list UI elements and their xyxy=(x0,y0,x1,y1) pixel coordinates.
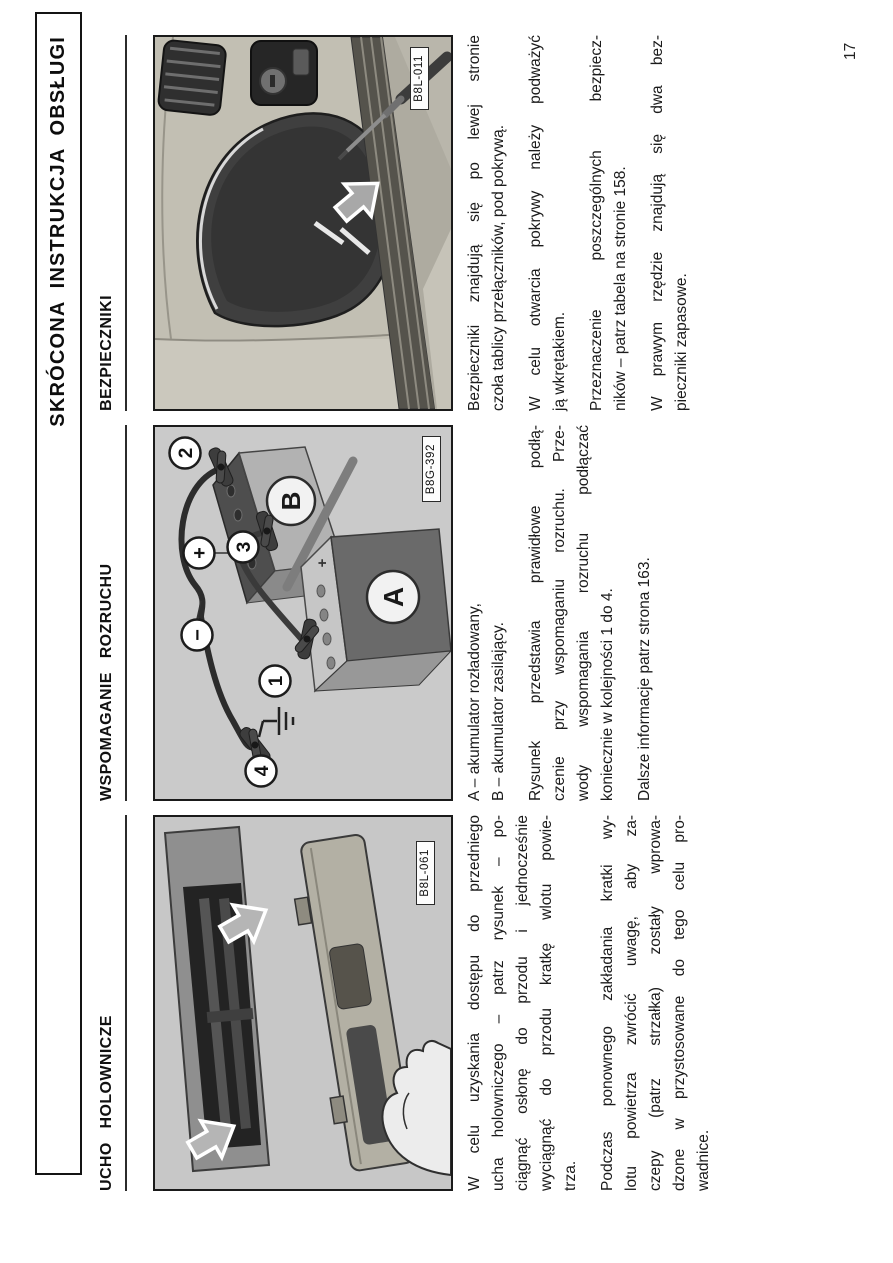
paragraph xyxy=(646,35,694,411)
text-line: trza. xyxy=(562,1160,579,1191)
paragraph xyxy=(585,35,633,411)
paragraph xyxy=(524,35,572,411)
svg-text:3: 3 xyxy=(234,541,255,553)
section-body-text xyxy=(463,35,694,411)
text-line: Podczas ponownego zakładania kratki wy- xyxy=(599,815,616,1191)
fuse-cover-illustration xyxy=(155,37,451,409)
callout-2 xyxy=(170,438,201,469)
section-bezpieczniki xyxy=(97,35,694,411)
section-header: WSPOMAGANIE ROZRUCHU xyxy=(98,563,115,801)
text-line: wyciągnąć do przodu kratkę wlotu powie- xyxy=(538,815,555,1191)
text-line: W celu otwarcia pokrywy należy podważyć xyxy=(527,35,544,411)
svg-text:2: 2 xyxy=(176,447,197,459)
callout-3 xyxy=(228,532,259,563)
callout-1 xyxy=(260,666,291,697)
figure-code-label: B8L-011 xyxy=(410,47,429,110)
section-header: UCHO HOLOWNICZE xyxy=(98,1015,115,1191)
battery-a-label: A xyxy=(378,586,409,608)
paragraph xyxy=(463,815,583,1191)
callout-plus xyxy=(184,538,215,569)
text-line: Rysunek przedstawia prawidłowe podłą- xyxy=(527,425,544,801)
text-line: wody wspomagania rozruchu podłączać xyxy=(575,425,592,801)
text-line: ciągnąć osłonę do przodu i jednocześnie xyxy=(514,815,531,1191)
text-line: lotu powietrza zwrócić uwagę, aby za- xyxy=(623,815,640,1191)
text-line: czoła tablicy przełączników, pod pokrywą. xyxy=(490,124,507,411)
svg-text:1: 1 xyxy=(266,675,287,687)
battery-b-label: B xyxy=(276,491,306,511)
figure-code-label: B8L-061 xyxy=(416,841,435,905)
section-header: BEZPIECZNIKI xyxy=(98,295,115,411)
headlight-switch xyxy=(251,41,317,105)
paragraph xyxy=(633,425,657,801)
header-underline xyxy=(125,425,127,801)
text-line: czenie przy wspomaganiu rozruchu. Prze- xyxy=(551,425,568,801)
text-line: dzone w przystosowane do tego celu pro- xyxy=(671,815,688,1191)
callout-minus xyxy=(182,620,213,651)
jump-start-illustration xyxy=(155,427,451,799)
masthead-box xyxy=(35,12,82,1175)
section-ucho-holownicze xyxy=(97,815,716,1191)
figure-legend xyxy=(463,425,511,801)
legend-line: A – akumulator rozładowany, xyxy=(466,603,483,801)
figure-fuse-cover xyxy=(153,35,453,411)
svg-text:−: − xyxy=(187,629,209,641)
text-line: pieczniki zapasowe. xyxy=(673,273,690,411)
battery-a-plus-terminal: + xyxy=(314,558,331,568)
header-underline xyxy=(125,35,127,411)
text-line: Dalsze informacje patrz strona 163. xyxy=(636,557,653,801)
text-line: Przeznaczenie poszczególnych bezpiecz- xyxy=(588,35,605,411)
figure-jump-start xyxy=(153,425,453,801)
callout-4 xyxy=(246,756,277,787)
paragraph xyxy=(463,35,511,411)
air-vent xyxy=(158,40,227,116)
text-line: ucha holowniczego – patrz rysunek – po- xyxy=(490,815,507,1191)
text-line: Bezpieczniki znajdują się po lewej stronie xyxy=(466,35,483,411)
text-line: wadnice. xyxy=(695,1129,712,1191)
paragraph xyxy=(524,425,620,801)
text-line: W prawym rzędzie znajdują się dwa bez- xyxy=(649,35,666,411)
legend-line: B – akumulator zasilający. xyxy=(490,622,507,801)
section-wspomaganie-rozruchu xyxy=(97,425,657,801)
paragraph xyxy=(596,815,716,1191)
svg-text:+: + xyxy=(189,547,211,559)
svg-text:4: 4 xyxy=(252,765,273,777)
section-body-text xyxy=(463,425,657,801)
text-line: W celu uzyskania dostępu do przedniego xyxy=(466,815,483,1191)
text-line: czepy (patrz strzałka) zostały wprowa- xyxy=(647,815,664,1191)
text-line: ją wkrętakiem. xyxy=(551,311,568,411)
text-line: koniecznie w kolejności 1 do 4. xyxy=(599,588,616,801)
header-underline xyxy=(125,815,127,1191)
section-body-text xyxy=(463,815,716,1191)
tow-eye-illustration xyxy=(155,817,451,1189)
page-number: 17 xyxy=(842,42,859,60)
figure-code-label: B8G-392 xyxy=(422,436,441,502)
figure-tow-eye xyxy=(153,815,453,1191)
page-title: SKRÓCONA INSTRUKCJA OBSŁUGI xyxy=(47,36,69,427)
text-line: ników – patrz tabela na stronie 158. xyxy=(612,166,629,411)
